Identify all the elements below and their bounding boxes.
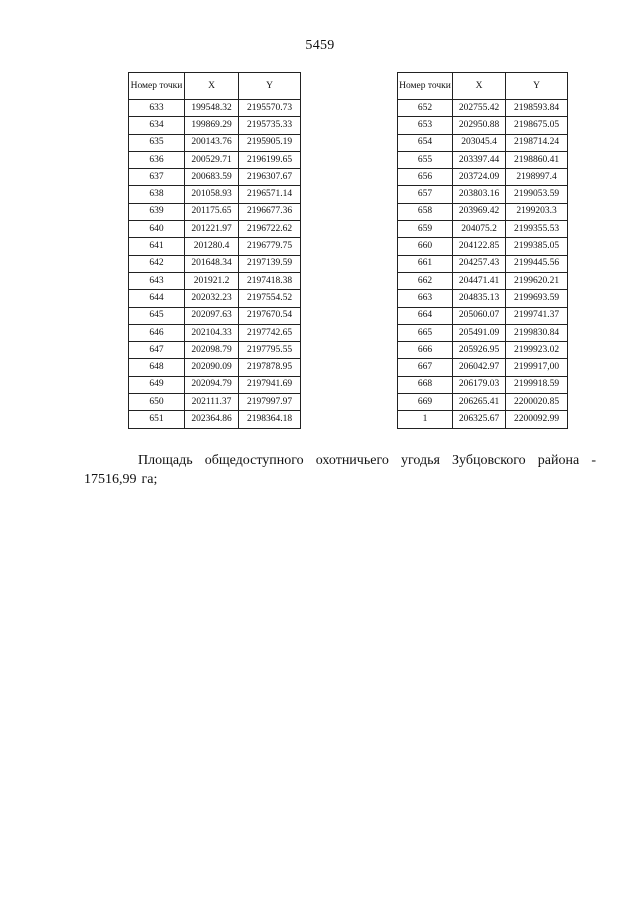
point-number-cell: 663	[398, 290, 453, 307]
y-coordinate-cell: 2197997.97	[239, 394, 301, 411]
header-y: Y	[506, 73, 568, 100]
table-row	[129, 376, 301, 393]
point-number-cell: 660	[398, 238, 453, 255]
point-number-cell: 659	[398, 221, 453, 238]
table-row	[398, 169, 568, 186]
y-coordinate-cell: 2200092.99	[506, 411, 568, 428]
x-coordinate-cell: 201648.34	[185, 255, 239, 272]
y-coordinate-cell: 2199918.59	[506, 376, 568, 393]
y-coordinate-cell: 2198997.4	[506, 169, 568, 186]
point-number-cell: 633	[129, 100, 185, 117]
x-coordinate-cell: 202104.33	[185, 324, 239, 341]
area-statement: Площадь общедоступного охотничьего угодья Зубцовского района - 17516,99 га;	[84, 453, 596, 487]
y-coordinate-cell: 2197139.59	[239, 255, 301, 272]
point-number-cell: 661	[398, 255, 453, 272]
x-coordinate-cell: 204122.85	[453, 238, 506, 255]
table-row	[398, 324, 568, 341]
x-coordinate-cell: 199548.32	[185, 100, 239, 117]
y-coordinate-cell: 2196722.62	[239, 221, 301, 238]
point-number-cell: 635	[129, 134, 185, 151]
y-coordinate-cell: 2197742.65	[239, 324, 301, 341]
table-row	[398, 272, 568, 289]
x-coordinate-cell: 206325.67	[453, 411, 506, 428]
x-coordinate-cell: 203397.44	[453, 151, 506, 168]
x-coordinate-cell: 202098.79	[185, 342, 239, 359]
y-coordinate-cell: 2195905.19	[239, 134, 301, 151]
y-coordinate-cell: 2199053.59	[506, 186, 568, 203]
point-number-cell: 641	[129, 238, 185, 255]
x-coordinate-cell: 202950.88	[453, 117, 506, 134]
point-number-cell: 644	[129, 290, 185, 307]
y-coordinate-cell: 2195570.73	[239, 100, 301, 117]
point-number-cell: 657	[398, 186, 453, 203]
header-point-number: Номер точки	[129, 73, 185, 100]
point-number-cell: 668	[398, 376, 453, 393]
table-row	[129, 290, 301, 307]
point-number-cell: 634	[129, 117, 185, 134]
y-coordinate-cell: 2195735.33	[239, 117, 301, 134]
x-coordinate-cell: 204471.41	[453, 272, 506, 289]
table-row	[398, 100, 568, 117]
point-number-cell: 651	[129, 411, 185, 428]
y-coordinate-cell: 2198675.05	[506, 117, 568, 134]
point-number-cell: 666	[398, 342, 453, 359]
table-header-row	[398, 73, 568, 100]
page-number: 5459	[305, 38, 335, 53]
table-header-row	[129, 73, 301, 100]
point-number-cell: 656	[398, 169, 453, 186]
table-row	[398, 376, 568, 393]
y-coordinate-cell: 2198364.18	[239, 411, 301, 428]
y-coordinate-cell: 2198860.41	[506, 151, 568, 168]
point-number-cell: 647	[129, 342, 185, 359]
coordinates-table-left	[128, 72, 301, 429]
x-coordinate-cell: 205926.95	[453, 342, 506, 359]
x-coordinate-cell: 204075.2	[453, 221, 506, 238]
point-number-cell: 665	[398, 324, 453, 341]
point-number-cell: 648	[129, 359, 185, 376]
y-coordinate-cell: 2196571.14	[239, 186, 301, 203]
table-row	[398, 255, 568, 272]
x-coordinate-cell: 201921.2	[185, 272, 239, 289]
y-coordinate-cell: 2196307.67	[239, 169, 301, 186]
x-coordinate-cell: 200529.71	[185, 151, 239, 168]
x-coordinate-cell: 202097.63	[185, 307, 239, 324]
x-coordinate-cell: 205491.09	[453, 324, 506, 341]
table-row	[398, 307, 568, 324]
point-number-cell: 646	[129, 324, 185, 341]
point-number-cell: 639	[129, 203, 185, 220]
x-coordinate-cell: 202094.79	[185, 376, 239, 393]
x-coordinate-cell: 203969.42	[453, 203, 506, 220]
point-number-cell: 654	[398, 134, 453, 151]
x-coordinate-cell: 203724.09	[453, 169, 506, 186]
table-row	[129, 117, 301, 134]
x-coordinate-cell: 202090.09	[185, 359, 239, 376]
table-row	[129, 272, 301, 289]
x-coordinate-cell: 203045.4	[453, 134, 506, 151]
x-coordinate-cell: 200683.59	[185, 169, 239, 186]
table-row	[129, 342, 301, 359]
table-body-right	[398, 100, 568, 429]
x-coordinate-cell: 202111.37	[185, 394, 239, 411]
y-coordinate-cell: 2199917,00	[506, 359, 568, 376]
table-row	[129, 359, 301, 376]
y-coordinate-cell: 2197418.38	[239, 272, 301, 289]
x-coordinate-cell: 204835.13	[453, 290, 506, 307]
point-number-cell: 642	[129, 255, 185, 272]
y-coordinate-cell: 2197941.69	[239, 376, 301, 393]
table-row	[129, 411, 301, 428]
y-coordinate-cell: 2199355.53	[506, 221, 568, 238]
point-number-cell: 637	[129, 169, 185, 186]
y-coordinate-cell: 2198593.84	[506, 100, 568, 117]
table-row	[398, 186, 568, 203]
table-row	[129, 203, 301, 220]
point-number-cell: 658	[398, 203, 453, 220]
x-coordinate-cell: 201221.97	[185, 221, 239, 238]
table-row	[129, 100, 301, 117]
point-number-cell: 643	[129, 272, 185, 289]
y-coordinate-cell: 2199203.3	[506, 203, 568, 220]
table-body-left	[129, 100, 301, 429]
point-number-cell: 652	[398, 100, 453, 117]
table-row	[398, 290, 568, 307]
x-coordinate-cell: 203803.16	[453, 186, 506, 203]
header-x: X	[185, 73, 239, 100]
y-coordinate-cell: 2196677.36	[239, 203, 301, 220]
table-row	[398, 221, 568, 238]
y-coordinate-cell: 2199923.02	[506, 342, 568, 359]
y-coordinate-cell: 2200020.85	[506, 394, 568, 411]
table-row	[129, 394, 301, 411]
x-coordinate-cell: 202364.86	[185, 411, 239, 428]
point-number-cell: 667	[398, 359, 453, 376]
x-coordinate-cell: 204257.43	[453, 255, 506, 272]
y-coordinate-cell: 2196779.75	[239, 238, 301, 255]
table-row	[129, 255, 301, 272]
x-coordinate-cell: 202755.42	[453, 100, 506, 117]
point-number-cell: 662	[398, 272, 453, 289]
point-number-cell: 664	[398, 307, 453, 324]
table-row	[129, 151, 301, 168]
y-coordinate-cell: 2196199.65	[239, 151, 301, 168]
y-coordinate-cell: 2198714.24	[506, 134, 568, 151]
x-coordinate-cell: 201058.93	[185, 186, 239, 203]
table-row	[398, 203, 568, 220]
point-number-cell: 1	[398, 411, 453, 428]
x-coordinate-cell: 201175.65	[185, 203, 239, 220]
x-coordinate-cell: 206179.03	[453, 376, 506, 393]
point-number-cell: 640	[129, 221, 185, 238]
table-row	[129, 134, 301, 151]
y-coordinate-cell: 2197795.55	[239, 342, 301, 359]
point-number-cell: 636	[129, 151, 185, 168]
y-coordinate-cell: 2199385.05	[506, 238, 568, 255]
point-number-cell: 655	[398, 151, 453, 168]
header-y: Y	[239, 73, 301, 100]
point-number-cell: 669	[398, 394, 453, 411]
x-coordinate-cell: 200143.76	[185, 134, 239, 151]
table-row	[129, 307, 301, 324]
point-number-cell: 653	[398, 117, 453, 134]
table-row	[398, 117, 568, 134]
y-coordinate-cell: 2199620.21	[506, 272, 568, 289]
header-point-number: Номер точки	[398, 73, 453, 100]
table-row	[129, 186, 301, 203]
y-coordinate-cell: 2199445.56	[506, 255, 568, 272]
y-coordinate-cell: 2197670.54	[239, 307, 301, 324]
x-coordinate-cell: 201280.4	[185, 238, 239, 255]
x-coordinate-cell: 199869.29	[185, 117, 239, 134]
point-number-cell: 645	[129, 307, 185, 324]
table-row	[129, 169, 301, 186]
table-row	[129, 221, 301, 238]
table-row	[398, 134, 568, 151]
point-number-cell: 650	[129, 394, 185, 411]
header-x: X	[453, 73, 506, 100]
table-row	[398, 359, 568, 376]
x-coordinate-cell: 205060.07	[453, 307, 506, 324]
y-coordinate-cell: 2199693.59	[506, 290, 568, 307]
x-coordinate-cell: 206042.97	[453, 359, 506, 376]
table-row	[398, 238, 568, 255]
table-row	[129, 238, 301, 255]
table-row	[398, 394, 568, 411]
x-coordinate-cell: 202032.23	[185, 290, 239, 307]
table-row	[398, 151, 568, 168]
y-coordinate-cell: 2197878.95	[239, 359, 301, 376]
y-coordinate-cell: 2199830.84	[506, 324, 568, 341]
table-row	[398, 411, 568, 428]
table-row	[129, 324, 301, 341]
y-coordinate-cell: 2199741.37	[506, 307, 568, 324]
point-number-cell: 638	[129, 186, 185, 203]
y-coordinate-cell: 2197554.52	[239, 290, 301, 307]
x-coordinate-cell: 206265.41	[453, 394, 506, 411]
coordinates-table-right	[397, 72, 568, 429]
table-row	[398, 342, 568, 359]
point-number-cell: 649	[129, 376, 185, 393]
